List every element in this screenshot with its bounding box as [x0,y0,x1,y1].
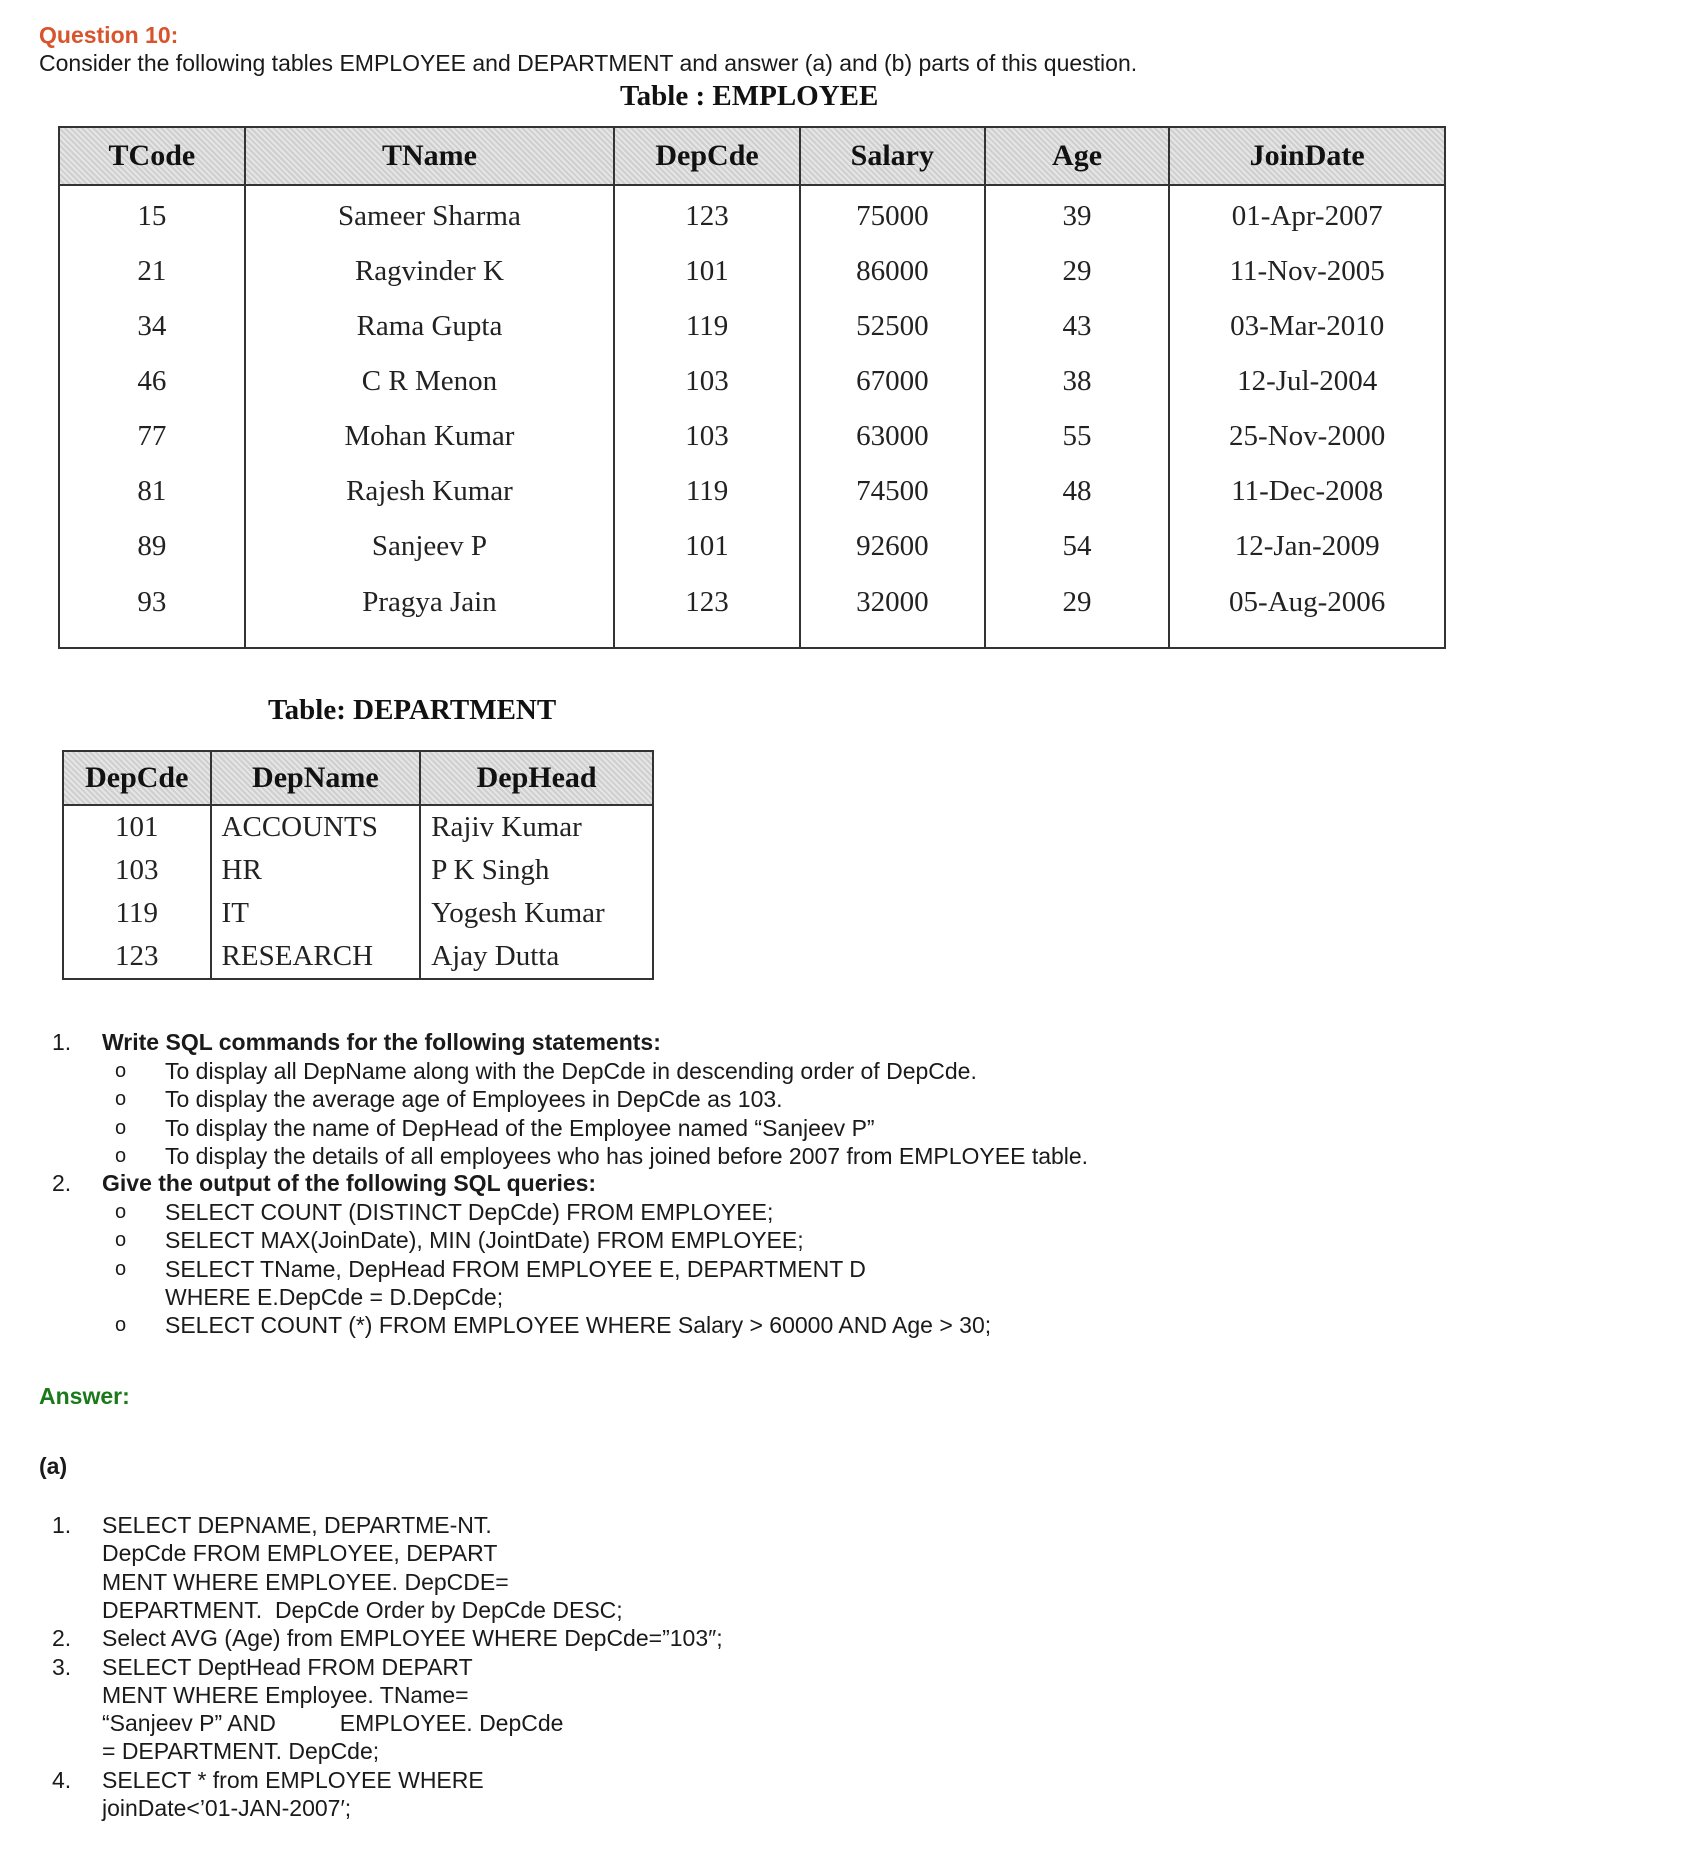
cell-depcde: 123 [614,574,800,648]
cell-salary: 75000 [800,185,985,244]
task-item-text: SELECT TName, DepHead FROM EMPLOYEE E, DEPARTMENT D [165,1255,866,1282]
cell-depcde: 103 [614,409,800,464]
cell-depcde: 123 [63,935,211,979]
task-item-text: To display the details of all employees who has joined before 2007 from EMPLOYEE table. [165,1142,1089,1169]
department-row [63,892,653,935]
task-item-text: SELECT MAX(JoinDate), MIN (JointDate) FROM EMPLOYEE; [165,1227,804,1254]
cell-salary: 86000 [800,244,985,299]
employee-row [59,244,1445,299]
department-table-caption: Table: DEPARTMENT [268,694,557,726]
answer-number: 4. [52,1766,72,1793]
task-number: 1. [52,1029,72,1055]
task-item-text: To display the name of DepHead of the Employee named “Sanjeev P” [165,1114,875,1141]
cell-depcde: 103 [614,354,800,409]
cell-depcde: 103 [63,849,211,892]
cell-salary: 92600 [800,519,985,574]
bullet-circle-icon: o [115,1314,127,1337]
cell-joindate: 11-Nov-2005 [1169,244,1445,299]
col-header-depname: DepName [211,751,421,805]
bullet-circle-icon: o [115,1088,127,1111]
cell-joindate: 01-Apr-2007 [1169,185,1445,244]
cell-joindate: 03-Mar-2010 [1169,299,1445,354]
task-item-text: WHERE E.DepCde = D.DepCde; [165,1283,504,1310]
cell-tname: Ragvinder K [245,244,614,299]
answer-sql-line: joinDate<’01-JAN-2007′; [102,1795,352,1821]
answer-label: Answer: [39,1383,130,1409]
bullet-circle-icon: o [115,1229,127,1252]
answer-sql-line: SELECT * from EMPLOYEE WHERE [102,1766,484,1793]
employee-table [58,126,1446,649]
cell-age: 29 [985,574,1170,648]
task-heading: Give the output of the following SQL queries: [102,1170,597,1196]
cell-depcde: 119 [63,892,211,935]
answer-sql-line: SELECT DEPNAME, DEPARTME-NT. [102,1512,492,1538]
answer-sql-line: MENT WHERE Employee. TName= [102,1681,469,1708]
task-item-text: SELECT COUNT (*) FROM EMPLOYEE WHERE Salary > 60000 AND Age > 30; [165,1312,992,1339]
department-row [63,849,653,892]
cell-salary: 32000 [800,574,985,648]
col-header-joindate: JoinDate [1169,127,1445,185]
cell-age: 55 [985,409,1170,464]
cell-age: 29 [985,244,1170,299]
cell-tcode: 93 [59,574,245,648]
answer-sql-line: MENT WHERE EMPLOYEE. DepCDE= [102,1568,509,1595]
cell-depcde: 101 [614,244,800,299]
question-intro: Consider the following tables EMPLOYEE and DEPARTMENT and answer (a) and (b) parts of this question. [39,50,1138,76]
bullet-circle-icon: o [115,1116,127,1139]
cell-joindate: 12-Jul-2004 [1169,354,1445,409]
department-header-row [63,751,653,805]
cell-depname: HR [211,849,421,892]
cell-depcde: 119 [614,464,800,519]
cell-age: 54 [985,519,1170,574]
cell-dephead: Rajiv Kumar [420,805,653,849]
col-header-tname: TName [245,127,614,185]
cell-age: 39 [985,185,1170,244]
cell-dephead: Yogesh Kumar [420,892,653,935]
col-header-tcode: TCode [59,127,245,185]
task-item-text: SELECT COUNT (DISTINCT DepCde) FROM EMPLOYEE; [165,1199,774,1225]
cell-salary: 63000 [800,409,985,464]
answer-number: 2. [52,1625,72,1652]
cell-joindate: 05-Aug-2006 [1169,574,1445,648]
department-row [63,805,653,849]
cell-joindate: 25-Nov-2000 [1169,409,1445,464]
cell-dephead: P K Singh [420,849,653,892]
cell-salary: 67000 [800,354,985,409]
employee-header-row [59,127,1445,185]
cell-tname: Mohan Kumar [245,409,614,464]
question-title: Question 10: [39,22,179,48]
cell-depcde: 123 [614,185,800,244]
task-item-text: To display all DepName along with the DepCde in descending order of DepCde. [165,1058,977,1084]
cell-depcde: 101 [614,519,800,574]
cell-tcode: 34 [59,299,245,354]
department-row [63,935,653,979]
cell-tcode: 81 [59,464,245,519]
cell-tcode: 89 [59,519,245,574]
bullet-circle-icon: o [115,1201,127,1223]
answer-sql-line: “Sanjeev P” AND EMPLOYEE. DepCde [102,1710,564,1737]
cell-age: 38 [985,354,1170,409]
task-heading: Write SQL commands for the following statements: [102,1029,661,1055]
cell-tname: Pragya Jain [245,574,614,648]
answer-number: 3. [52,1653,72,1680]
answer-sql-line: DepCde FROM EMPLOYEE, DEPART [102,1540,498,1567]
employee-row [59,519,1445,574]
cell-tname: C R Menon [245,354,614,409]
cell-depname: IT [211,892,421,935]
bullet-circle-icon: o [115,1060,127,1082]
answer-sql-line: Select AVG (Age) from EMPLOYEE WHERE DepCde=”103″; [102,1625,723,1652]
employee-row [59,185,1445,244]
cell-depcde: 119 [614,299,800,354]
col-header-age: Age [985,127,1170,185]
cell-tcode: 15 [59,185,245,244]
cell-depname: ACCOUNTS [211,805,421,849]
answer-sql-line: DEPARTMENT. DepCde Order by DepCde DESC; [102,1596,623,1623]
cell-tcode: 77 [59,409,245,464]
cell-joindate: 12-Jan-2009 [1169,519,1445,574]
cell-tname: Sameer Sharma [245,185,614,244]
cell-salary: 52500 [800,299,985,354]
cell-age: 48 [985,464,1170,519]
employee-row [59,299,1445,354]
cell-depname: RESEARCH [211,935,421,979]
col-header-depcde: DepCde [63,751,211,805]
employee-row [59,354,1445,409]
col-header-depcde: DepCde [614,127,800,185]
cell-depcde: 101 [63,805,211,849]
bullet-circle-icon: o [115,1257,127,1280]
task-number: 2. [52,1170,72,1196]
cell-dephead: Ajay Dutta [420,935,653,979]
employee-row [59,464,1445,519]
cell-tname: Sanjeev P [245,519,614,574]
department-table [62,750,654,980]
col-header-dephead: DepHead [420,751,653,805]
cell-salary: 74500 [800,464,985,519]
employee-table-caption: Table : EMPLOYEE [620,80,879,112]
answer-sql-line: = DEPARTMENT. DepCde; [102,1738,380,1765]
bullet-circle-icon: o [115,1144,127,1167]
cell-tcode: 46 [59,354,245,409]
cell-joindate: 11-Dec-2008 [1169,464,1445,519]
answer-part-label: (a) [39,1453,68,1479]
cell-tname: Rajesh Kumar [245,464,614,519]
answer-sql-line: SELECT DeptHead FROM DEPART [102,1653,473,1680]
task-item-text: To display the average age of Employees in DepCde as 103. [165,1086,783,1113]
cell-tcode: 21 [59,244,245,299]
col-header-salary: Salary [800,127,985,185]
employee-row [59,409,1445,464]
cell-tname: Rama Gupta [245,299,614,354]
cell-age: 43 [985,299,1170,354]
employee-row [59,574,1445,648]
answer-number: 1. [52,1512,72,1538]
